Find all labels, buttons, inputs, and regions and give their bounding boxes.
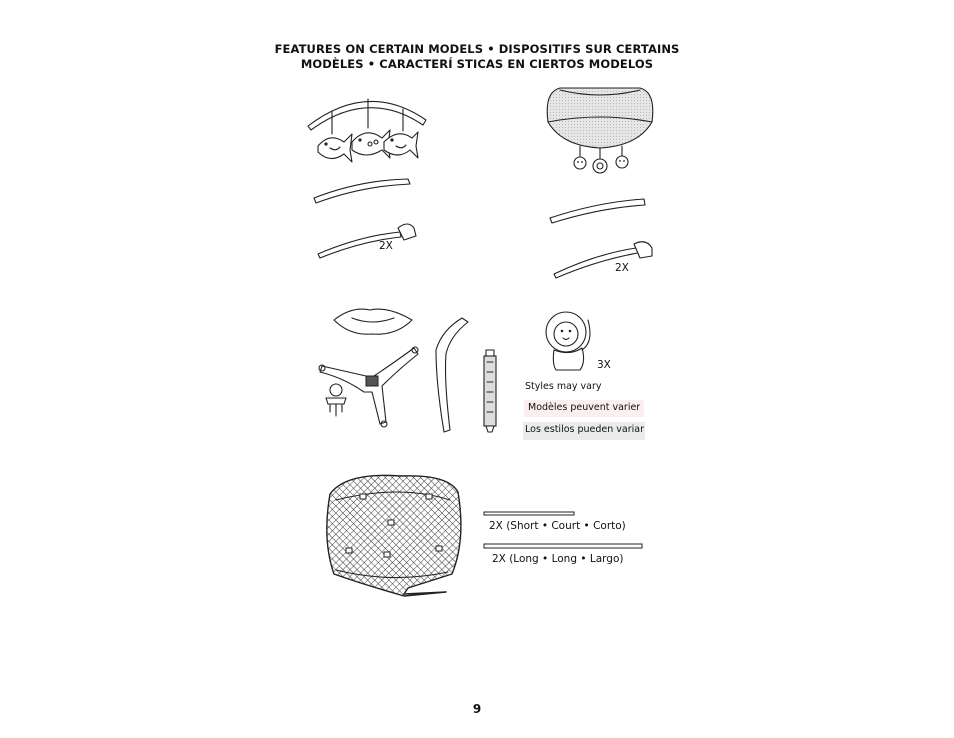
canopy-arm-clip-illustration xyxy=(554,242,652,278)
styles-vary-english: Styles may vary xyxy=(525,381,602,392)
page-number: 9 xyxy=(472,702,482,716)
mobile-arm-quantity: 2X xyxy=(379,240,393,252)
mobile-fish-toys-illustration xyxy=(308,99,426,162)
vertical-post-illustration xyxy=(484,350,496,432)
toy-quantity: 3X xyxy=(597,359,611,371)
canopy-arm-quantity: 2X xyxy=(615,262,629,274)
lion-toy-illustration xyxy=(546,312,590,370)
seat-mesh-illustration xyxy=(327,475,461,596)
short-tube-label: 2X (Short • Court • Corto) xyxy=(489,520,626,532)
styles-vary-french: Modèles peuvent varier xyxy=(528,402,641,413)
latch-illustration xyxy=(326,384,346,416)
mobile-arm-illustration xyxy=(314,179,410,203)
title-line-2: MODÈLES • CARACTERÍ STICAS EN CIERTOS MODELOS xyxy=(300,57,654,71)
short-tube-illustration xyxy=(484,512,574,515)
canopy-arm-illustration xyxy=(550,199,645,223)
curved-leg-illustration xyxy=(436,318,468,432)
long-tube-label: 2X (Long • Long • Largo) xyxy=(492,553,624,565)
canopy-illustration xyxy=(547,88,653,173)
long-tube-illustration xyxy=(484,544,642,548)
title-line-1: FEATURES ON CERTAIN MODELS • DISPOSITIFS SUR CERTAINS xyxy=(274,42,680,56)
seat-tray-illustration xyxy=(334,309,412,334)
styles-vary-spanish: Los estilos pueden variar xyxy=(525,424,645,435)
mobile-arm-clip-illustration xyxy=(318,224,416,258)
